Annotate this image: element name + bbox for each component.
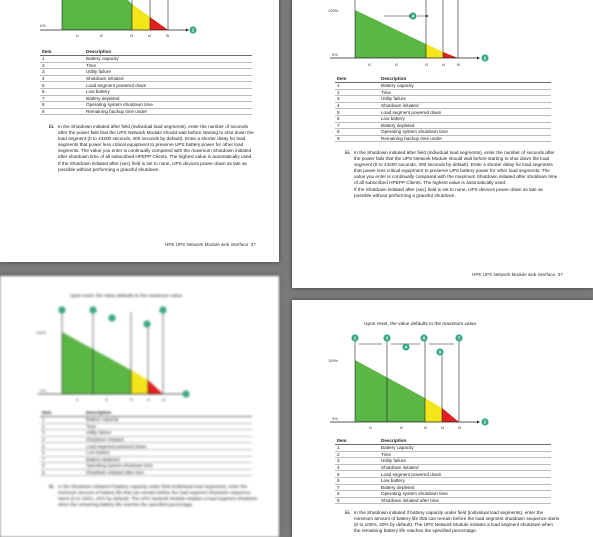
chart-red-area: [150, 17, 168, 30]
shutdown-initiated-paragraph: iii. In the Shutdown initiated after field (individual load segments), enter the number of seconds after the power fails that the UPS Network Module should wait before starting to shut down the load segment (0 to 43200 seconds, 300 seconds by default). Enter a shorter delay for load segments that power less critical equipment to preserve UPS battery power for other load segments. The value you enter is continually compared with the maximum Shutdown initiated after shutdown time of all subscribed HPEPP Clients. The highest value is automatically used. If the Shutdown initiated after (sec) field is set to none, UPS devices power down as late as possible without performing a graceful shutdown.: [49, 124, 254, 173]
col-item: Item: [40, 48, 84, 56]
legend-table: [335, 75, 551, 142]
table-row: 2 Time: [335, 89, 551, 96]
tick-label: t1: [368, 63, 371, 67]
marker-6: [420, 334, 427, 341]
chart-yellow-area: [425, 398, 442, 422]
chart-red-area: [443, 52, 458, 58]
svg-text:6: 6: [422, 335, 426, 341]
y-axis-100-label: 100%: [36, 330, 47, 335]
col-description: Description: [379, 75, 551, 83]
tick-label: t2: [400, 426, 403, 430]
table-row: 1 Battery capacity: [40, 56, 252, 63]
tick-label: t3: [130, 34, 133, 38]
battery-capacity-paragraph: iii. In the Shutdown initiated if battery capacity under field (individual load segments), enter the minimum amount of battery life that can remain before the load segment shutdown sequence starts (0 to 100%, 20% by default). The UPS Network Module initiates a load segment shutdown when the remaining battery life reaches the specified percentage.: [49, 484, 258, 507]
table-row: 3 Utility failure: [335, 96, 551, 103]
table-row: 9 Remaining backup time under: [40, 108, 252, 115]
table-row: 6 Low battery: [335, 477, 551, 484]
document-page-bottom-right: [292, 300, 593, 537]
marker-3: [383, 334, 390, 341]
tick-label: t5: [458, 426, 461, 430]
battery-chart: [292, 0, 593, 74]
marker-7: [455, 334, 462, 341]
marker-2: [189, 26, 196, 33]
y-axis-zero-label: 0%: [332, 416, 338, 421]
tick-label: t2: [395, 63, 398, 67]
table-row: 4 Shutdown initiated: [40, 75, 252, 82]
table-row: 4 Shutdown initiated: [335, 102, 551, 109]
table-row: 9 Remaining backup time under: [335, 135, 551, 142]
battery-chart: [0, 302, 279, 406]
y-axis-100-label: 100%: [328, 358, 339, 363]
tick-label: t1: [76, 398, 79, 402]
chart-yellow-area: [132, 4, 150, 30]
tick-label: t3: [130, 398, 133, 402]
table-row: 5 Load segment powered down: [335, 471, 551, 478]
svg-text:2: 2: [483, 419, 487, 425]
table-row: 6 Low battery: [40, 88, 252, 95]
battery-chart: [0, 0, 279, 46]
page-footer: HPE UPS Network Module web interface 37: [165, 242, 256, 247]
svg-text:1: 1: [353, 335, 357, 341]
col-item: Item: [335, 437, 379, 445]
table-row: 8 Operating system shutdown time: [335, 129, 551, 136]
table-row: 2 Time: [335, 451, 551, 458]
col-description: Description: [84, 48, 252, 56]
y-axis-zero-label: 0%: [40, 388, 46, 393]
tick-label: t3: [425, 63, 428, 67]
chart-red-area: [442, 408, 459, 422]
table-row: 5 Load segment powered down: [335, 109, 551, 116]
table-row: 5 Load segment powered down: [40, 82, 252, 89]
legend-table: [335, 437, 551, 504]
tick-label: t1: [369, 426, 372, 430]
shutdown-initiated-paragraph: iii. In the Shutdown initiated after field (individual load segments), enter the number of seconds after the power fails that the UPS Network Module should wait before starting to shut down the load segment (0 to 43200 seconds, 300 seconds by default). Enter a shorter delay for load segments that power less critical equipment to preserve UPS battery power for other load segments. The value you enter is continually compared with the maximum Shutdown initiated after shutdown time of all subscribed HPEPP Clients. The highest value is automatically used. If the Shutdown initiated after (sec) field is set to none, UPS devices power down as late as possible without performing a graceful shutdown.: [345, 150, 558, 199]
tick-label: t3: [424, 426, 427, 430]
tick-label: t5: [162, 398, 165, 402]
reset-note: Upon reset, the value defaults to the maximum value.: [70, 294, 184, 299]
chart-yellow-area: [426, 44, 443, 58]
table-row: 7 Battery depleted: [40, 95, 252, 102]
table-row: 2 Time: [40, 62, 252, 69]
document-page-bottom-left: [0, 276, 279, 537]
tick-label: t5: [457, 63, 460, 67]
marker-4: [409, 12, 416, 19]
table-row: 3 Utility failure: [335, 458, 551, 465]
table-row: 8 Operating system shutdown time: [40, 102, 252, 109]
y-axis-zero-label: 0%: [332, 52, 338, 57]
marker-2: [481, 54, 488, 61]
table-row: 4 Shutdown initiated: [335, 464, 551, 471]
y-axis-100-label: 100%: [328, 8, 339, 13]
table-row: 1 Battery capacity: [335, 83, 551, 90]
table-row: 7 Battery depleted: [335, 122, 551, 129]
table-row: 6 Low battery: [335, 115, 551, 122]
document-page-top-right: [292, 0, 593, 288]
legend-table: Item Description 1 Battery capacity 2 Time 3 Utility failure 4 Shutdown initiated 5 Load segment powered down 6 Low battery 7 Battery depleted 8 Operating system shutdown time 9 Shutdown initiated after time: [40, 409, 252, 476]
tick-label: t1: [76, 34, 79, 38]
svg-text:3: 3: [385, 335, 389, 341]
tick-label: t4: [148, 34, 151, 38]
tick-label: t4: [441, 426, 444, 430]
svg-text:9: 9: [438, 349, 442, 355]
svg-text:2: 2: [483, 55, 487, 61]
tick-label: t4: [442, 63, 445, 67]
battery-capacity-paragraph: iii. In the Shutdown initiated if battery capacity under field (individual load segments), enter the minimum amount of battery life that can remain before the load segment shutdown sequence starts (0 to 100%, 20% by default). The UPS Network Module initiates a load segment shutdown when the remaining battery life reaches the specified percentage.: [345, 510, 560, 533]
tick-label: t2: [105, 398, 108, 402]
page-footer: HPE UPS Network Module web interface 37: [472, 272, 563, 277]
document-page-top-left: [0, 0, 279, 262]
tick-label: t2: [100, 34, 103, 38]
svg-text:4: 4: [411, 13, 415, 19]
legend-table: [40, 48, 252, 115]
chart-green-area: [355, 360, 425, 422]
marker-2: [481, 418, 488, 425]
svg-text:7: 7: [457, 335, 461, 341]
table-row: 1 Battery capacity: [335, 445, 551, 452]
table-row: 9 Shutdown initiated after time: [335, 497, 551, 504]
y-axis-zero-label: 0%: [40, 23, 46, 28]
col-item: Item: [335, 75, 379, 83]
chart-green-area: [62, 0, 132, 30]
svg-text:2: 2: [191, 27, 195, 33]
table-row: 3 Utility failure: [40, 69, 252, 76]
table-row: 7 Battery depleted: [335, 484, 551, 491]
battery-chart: [292, 330, 593, 434]
table-row: 8 Operating system shutdown time: [335, 491, 551, 498]
reset-note: Upon reset, the value defaults to the maximum value.: [364, 322, 478, 327]
marker-9: [436, 348, 443, 355]
tick-label: t4: [147, 398, 150, 402]
svg-text:4: 4: [404, 344, 408, 350]
tick-label: t5: [166, 34, 169, 38]
marker-4: [402, 343, 409, 350]
col-description: Description: [379, 437, 551, 445]
marker-1: [351, 334, 358, 341]
